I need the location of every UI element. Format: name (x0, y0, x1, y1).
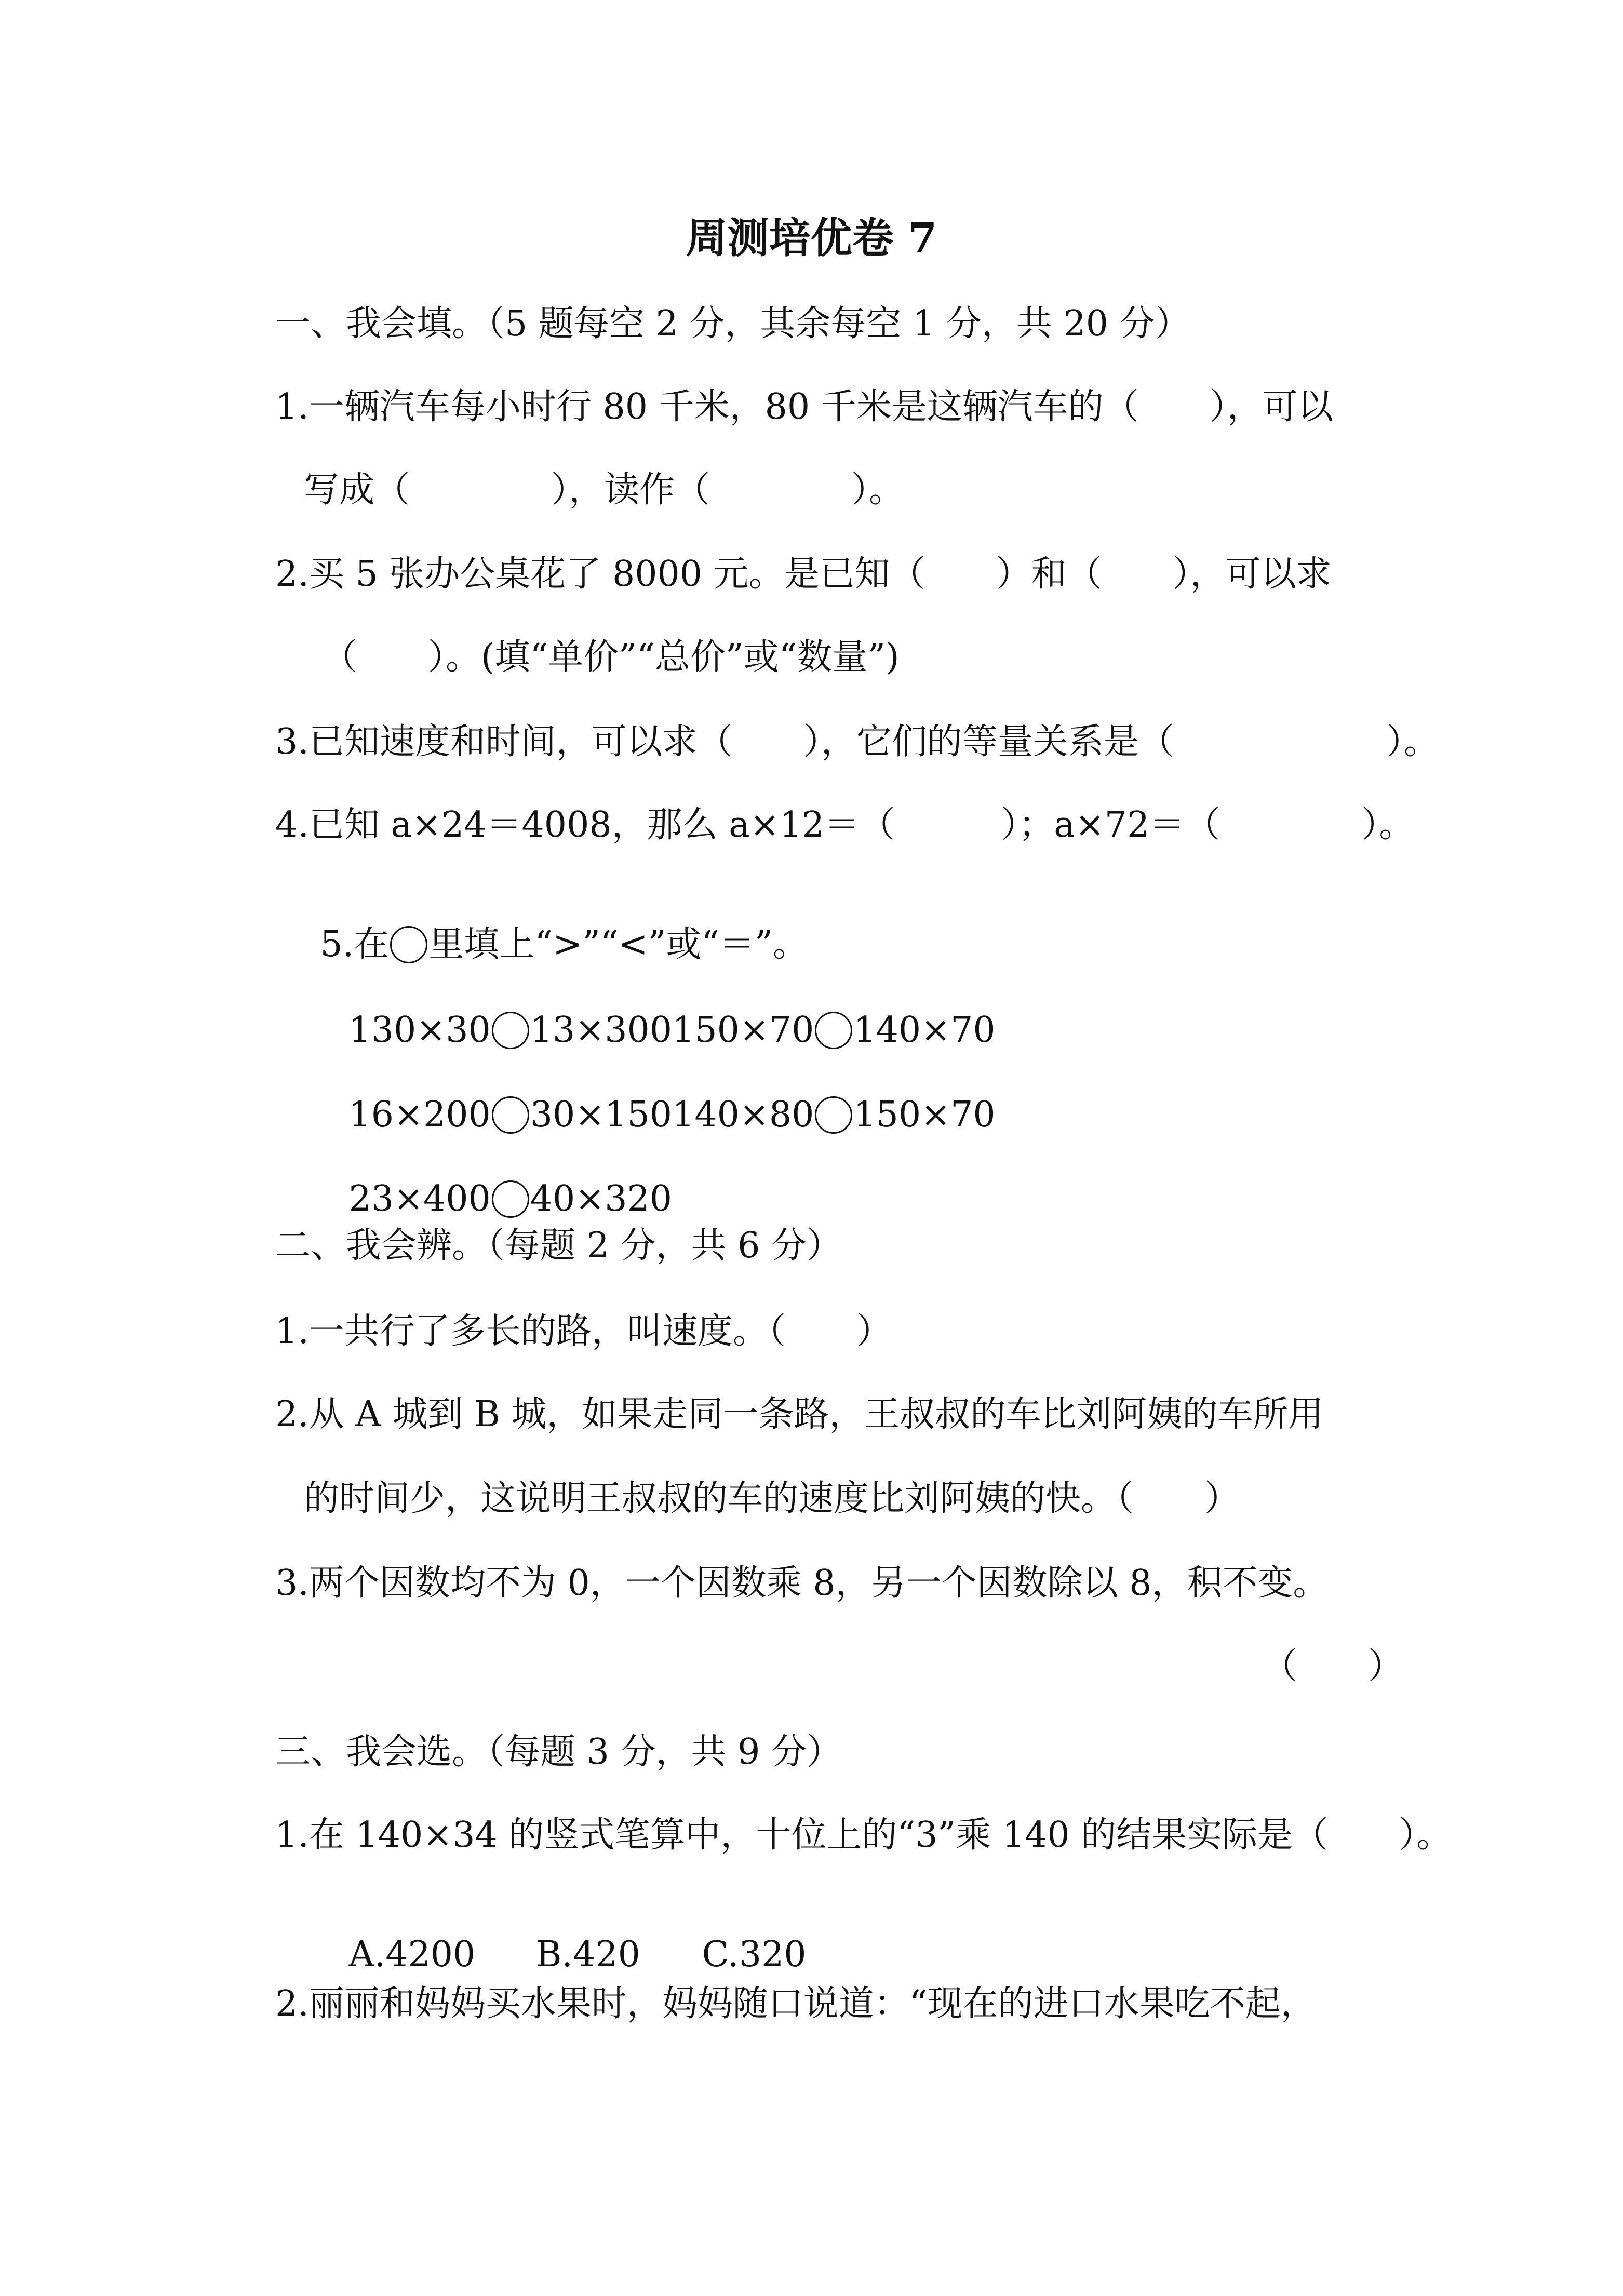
s1-q1-line1: 1.一辆汽车每小时行 80 千米，80 千米是这辆汽车的（ ），可以 (275, 386, 1333, 427)
section1-heading: 一、我会填。（5 题每空 2 分，其余每空 1 分，共 20 分） (275, 303, 1190, 344)
compare-left: 150×70 (672, 1010, 814, 1051)
section2-heading: 二、我会辨。（每题 2 分，共 6 分） (275, 1225, 842, 1266)
compare-right: 40×320 (530, 1178, 673, 1219)
answer-circle[interactable] (492, 1012, 529, 1049)
answer-circle[interactable] (492, 1096, 529, 1134)
s1-q2-line1: 2.买 5 张办公桌花了 8000 元。是已知（ ）和（ ），可以求 (275, 554, 1332, 595)
option-a[interactable]: A.4200 (348, 1934, 476, 1975)
option-b[interactable]: B.420 (535, 1934, 640, 1975)
compare-circle-icon (390, 926, 427, 963)
s3-q1: 1.在 140×34 的竖式笔算中，十位上的“3”乘 140 的结果实际是（ ）。 (275, 1815, 1452, 1856)
s2-q2-line2: 的时间少，这说明王叔叔的车的速度比刘阿姨的快。（ ） (304, 1478, 1240, 1519)
compare-right: 140×70 (853, 1010, 996, 1051)
s1-q2-line2: （ ）。(填“单价”“总价”或“数量”) (322, 637, 900, 678)
option-c[interactable]: C.320 (702, 1934, 807, 1975)
answer-circle[interactable] (492, 1180, 529, 1218)
s1-q5-suffix: 里填上“>”“<”或“＝”。 (428, 924, 808, 965)
compare-left: 140×80 (672, 1094, 814, 1135)
compare-right: 13×300 (530, 1010, 673, 1051)
s1-q1-line2: 写成（ ），读作（ ）。 (304, 469, 905, 511)
s1-q3: 3.已知速度和时间，可以求（ ），它们的等量关系是（ ）。 (275, 721, 1439, 762)
s1-q4: 4.已知 a×24＝4008，那么 a×12＝（ ）；a×72＝（ ）。 (275, 804, 1415, 845)
compare-left: 16×200 (348, 1094, 491, 1135)
section3-heading: 三、我会选。（每题 3 分，共 9 分） (275, 1731, 842, 1773)
s2-q1: 1.一共行了多长的路，叫速度。（ ） (275, 1311, 892, 1352)
s3-q2-line1: 2.丽丽和妈妈买水果时，妈妈随口说道：“现在的进口水果吃不起， (275, 1983, 1316, 2024)
s2-q2-line1: 2.从 A 城到 B 城，如果走同一条路，王叔叔的车比刘阿姨的车所用 (275, 1394, 1324, 1435)
page-title: 周测培优卷 7 (686, 213, 937, 262)
s2-q3-answer: （ ） (1262, 1646, 1404, 1687)
compare-right: 30×150 (530, 1094, 673, 1135)
answer-circle[interactable] (815, 1012, 852, 1049)
s1-q5-prefix: 5.在 (320, 924, 390, 965)
s2-q3-line1: 3.两个因数均不为 0，一个因数乘 8，另一个因数除以 8，积不变。 (275, 1563, 1329, 1604)
compare-left: 130×30 (348, 1010, 491, 1051)
compare-left: 23×400 (348, 1178, 491, 1219)
compare-right: 150×70 (853, 1094, 996, 1135)
answer-circle[interactable] (815, 1096, 852, 1134)
